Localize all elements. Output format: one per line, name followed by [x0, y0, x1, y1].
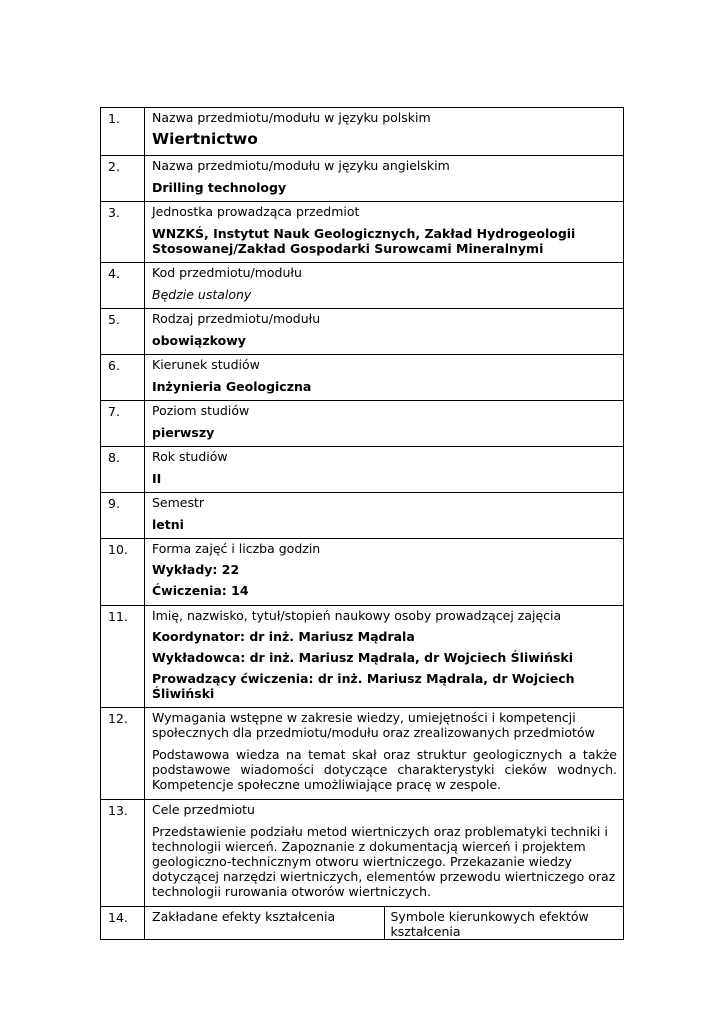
- field-value: pierwszy: [152, 425, 215, 440]
- row-number: 4.: [101, 263, 145, 309]
- table-row: [101, 606, 624, 708]
- row-number: 7.: [101, 401, 145, 447]
- field-label: Cele przedmiotu: [152, 801, 255, 817]
- field-value: Wiertnictwo: [152, 130, 258, 148]
- row-number: 9.: [101, 493, 145, 539]
- field-label: Semestr: [152, 495, 205, 510]
- field-value: Prowadzący ćwiczenia: dr inż. Mariusz Mądrala, dr Wojciech Śliwiński: [152, 671, 575, 701]
- field-label: Kierunek studiów: [152, 357, 260, 372]
- field-value: Ćwiczenia: 14: [152, 583, 249, 598]
- field-value: Inżynieria Geologiczna: [152, 379, 312, 394]
- row-content: [145, 708, 624, 800]
- field-label: Nazwa przedmiotu/modułu w języku polskim: [152, 110, 431, 125]
- table-row: [101, 539, 624, 606]
- row-number: 6.: [101, 355, 145, 401]
- field-label: Jednostka prowadząca przedmiot: [152, 204, 360, 219]
- row-number: 5.: [101, 309, 145, 355]
- table-row: [101, 493, 624, 539]
- effect-symbols-header: Symbole kierunkowych efektów kształcenia: [384, 906, 624, 939]
- table-row: [101, 309, 624, 355]
- field-value: obowiązkowy: [152, 333, 246, 348]
- table-row: [101, 799, 624, 906]
- field-label: Rok studiów: [152, 449, 228, 464]
- field-label: Zakładane efekty kształcenia: [152, 908, 336, 924]
- row-content: [145, 539, 624, 606]
- row-number: 14.: [101, 906, 145, 939]
- field-value: Wykłady: 22: [152, 562, 240, 577]
- table-row: [101, 108, 624, 156]
- table-row: [101, 708, 624, 800]
- row-content: [145, 799, 624, 906]
- field-label: Nazwa przedmiotu/modułu w języku angielskim: [152, 158, 450, 173]
- table-row: [101, 156, 624, 202]
- field-value: WNZKŚ, Instytut Nauk Geologicznych, Zakład Hydrogeologii Stosowanej/Zakład Gospodarki Surowcami Mineralnymi: [152, 226, 576, 256]
- row-content: [145, 202, 624, 263]
- row-number: 3.: [101, 202, 145, 263]
- table-row: [101, 355, 624, 401]
- row-number: 8.: [101, 447, 145, 493]
- row-content: [145, 447, 624, 493]
- row-number: 10.: [101, 539, 145, 606]
- row-number: 12.: [101, 708, 145, 800]
- row-number: 1.: [101, 108, 145, 156]
- row-content: [145, 309, 624, 355]
- row-content: [145, 355, 624, 401]
- field-label: Kod przedmiotu/modułu: [152, 265, 302, 280]
- field-text: Podstawowa wiedza na temat skał oraz struktur geologicznych a także podstawowe wiadomości dotyczące charakterystyki cieków wodnych. Kompetencje społeczne umożliwiające pracę w zespole.: [152, 747, 617, 793]
- row-number: 13.: [101, 799, 145, 906]
- field-value: Koordynator: dr inż. Mariusz Mądrala: [152, 629, 415, 644]
- row-content: [145, 263, 624, 309]
- table-row: [101, 401, 624, 447]
- syllabus-table: [100, 107, 624, 940]
- row-content: [145, 401, 624, 447]
- table-row: [101, 447, 624, 493]
- field-value: Będzie ustalony: [152, 287, 252, 302]
- row-content: [145, 108, 624, 156]
- row-content: [145, 606, 624, 708]
- table-row: [101, 263, 624, 309]
- field-text: Przedstawienie podziału metod wiertniczych oraz problematyki techniki i technologii wierceń. Zapoznanie z dokumentacją wierceń i projektem geologiczno-technicznym otworu wiertniczego. Przekazanie wiedzy dotyczącej narzędzi wiertniczych, elementów przewodu wiertniczego oraz technologii rurowania otworów wiertniczych.: [152, 823, 616, 900]
- row-content: [145, 156, 624, 202]
- field-value: letni: [152, 517, 184, 532]
- field-label: Poziom studiów: [152, 403, 250, 418]
- field-label: Wymagania wstępne w zakresie wiedzy, umiejętności i kompetencji społecznych dla przedmiotu/modułu oraz zrealizowanych przedmiotów: [152, 710, 595, 740]
- field-value: Wykładowca: dr inż. Mariusz Mądrala, dr Wojciech Śliwiński: [152, 650, 574, 665]
- field-label: Forma zajęć i liczba godzin: [152, 541, 321, 556]
- row-content: [145, 906, 385, 939]
- field-value: Drilling technology: [152, 180, 287, 195]
- field-value: II: [152, 471, 162, 486]
- table-row: [101, 202, 624, 263]
- table-row: [101, 906, 624, 939]
- field-label: Rodzaj przedmiotu/modułu: [152, 311, 321, 326]
- field-label: Imię, nazwisko, tytuł/stopień naukowy osoby prowadzącej zajęcia: [152, 608, 562, 623]
- row-number: 2.: [101, 156, 145, 202]
- row-content: [145, 493, 624, 539]
- row-number: 11.: [101, 606, 145, 708]
